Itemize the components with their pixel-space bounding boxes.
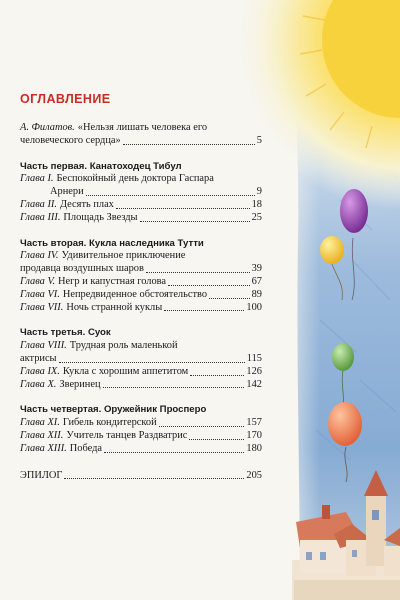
toc-entry-chapter-6[interactable]	[20, 289, 262, 302]
toc-entry-chapter-10[interactable]	[20, 379, 262, 392]
dot-leader	[159, 426, 245, 427]
page-number: 25	[251, 211, 262, 223]
dot-leader	[59, 362, 245, 363]
page-number: 180	[246, 442, 262, 454]
chapter-number: Глава I.	[20, 173, 54, 185]
toc-entry-chapter-2[interactable]	[20, 199, 262, 212]
toc-entry-chapter-4[interactable]	[20, 263, 262, 276]
chapter-title: Удивительное приключение	[61, 250, 186, 262]
chapter-title: Учитель танцев Раздватрис	[66, 429, 188, 441]
page-number: 18	[251, 198, 262, 210]
page-number: 205	[246, 469, 262, 481]
chapter-number: Глава V.	[20, 275, 56, 287]
chapter-number: Глава IX.	[20, 365, 60, 377]
page-number: 5	[256, 134, 262, 146]
chapter-number: Глава IV.	[20, 250, 59, 262]
chapter-number: Глава II.	[20, 198, 57, 210]
dot-leader	[103, 387, 245, 388]
chapter-title-cont: актрисы	[20, 352, 57, 364]
toc-entry-chapter-12[interactable]	[20, 430, 262, 443]
page-number: 67	[251, 275, 262, 287]
table-of-contents	[20, 92, 262, 482]
chapter-number: Глава VII.	[20, 301, 64, 313]
chapter-number: Глава XIII.	[20, 442, 67, 454]
chapter-title: Трудная роль маленькой	[69, 340, 178, 352]
chapter-title-cont: Арнери	[50, 186, 84, 198]
intro-title-line2: человеческого сердца»	[20, 134, 121, 146]
chapter-title: Непредвиденное обстоятельство	[62, 288, 208, 300]
chapter-title: Зверинец	[59, 378, 101, 390]
part-title-2: Часть вторая. Кукла наследника Тутти	[20, 237, 204, 249]
toc-entry-chapter-8[interactable]	[20, 353, 262, 366]
page-number: 100	[246, 301, 262, 313]
chapter-number: Глава XI.	[20, 417, 60, 429]
dot-leader	[190, 375, 244, 376]
intro-author: А. Филатов.	[20, 122, 75, 133]
chapter-title: Победа	[69, 442, 103, 454]
epilog-label: ЭПИЛОГ	[20, 469, 63, 481]
chapter-number: Глава VIII.	[20, 340, 67, 352]
page-number: 126	[246, 365, 262, 377]
toc-entry-intro[interactable]	[20, 135, 262, 148]
dot-leader	[209, 298, 250, 299]
chapter-title: Площадь Звезды	[63, 211, 138, 223]
toc-entry-chapter-5[interactable]	[20, 276, 262, 289]
chapter-title: Десять плах	[59, 198, 114, 210]
dot-leader	[104, 452, 244, 453]
toc-entry-chapter-1[interactable]	[20, 186, 262, 199]
dot-leader	[189, 439, 244, 440]
page-number: 157	[246, 417, 262, 429]
chapter-title: Гибель кондитерской	[62, 417, 157, 429]
page-number: 9	[256, 186, 262, 198]
dot-leader	[116, 208, 250, 209]
page-number: 39	[251, 263, 262, 275]
chapter-number: Глава XII.	[20, 429, 64, 441]
toc-entry-chapter-9[interactable]	[20, 366, 262, 379]
toc-entry-chapter-11[interactable]	[20, 417, 262, 430]
toc-entry-chapter-3[interactable]	[20, 212, 262, 225]
chapter-title: Беспокойный день доктора Гаспара	[56, 173, 214, 185]
page-number: 89	[251, 288, 262, 300]
toc-heading: ОГЛАВЛЕНИЕ	[20, 92, 111, 106]
chapter-title: Ночь странной куклы	[66, 301, 163, 313]
page-number: 142	[246, 378, 262, 390]
chapter-title: Кукла с хорошим аппетитом	[62, 365, 189, 377]
dot-leader	[140, 221, 250, 222]
dot-leader	[86, 195, 255, 196]
dot-leader	[146, 272, 250, 273]
chapter-title-cont: продавца воздушных шаров	[20, 263, 144, 275]
intro-title-line1: «Нельзя лишать человека его	[77, 122, 208, 133]
part-title-1: Часть первая. Канатоходец Тибул	[20, 160, 182, 172]
chapter-number: Глава III.	[20, 211, 61, 223]
toc-entry-epilog[interactable]	[20, 470, 262, 483]
chapter-number: Глава VI.	[20, 288, 60, 300]
page-number: 170	[246, 429, 262, 441]
part-title-4: Часть четвертая. Оружейник Просперо	[20, 404, 207, 416]
toc-entry-chapter-13[interactable]	[20, 443, 262, 456]
dot-leader	[168, 285, 250, 286]
chapter-title: Негр и капустная голова	[58, 275, 167, 287]
dot-leader	[123, 144, 255, 145]
page-number: 115	[246, 352, 262, 364]
dot-leader	[64, 478, 244, 479]
part-title-3: Часть третья. Суок	[20, 327, 111, 339]
dot-leader	[164, 310, 244, 311]
toc-intro	[20, 122, 262, 148]
chapter-number: Глава X.	[20, 378, 57, 390]
toc-entry-chapter-7[interactable]	[20, 302, 262, 315]
